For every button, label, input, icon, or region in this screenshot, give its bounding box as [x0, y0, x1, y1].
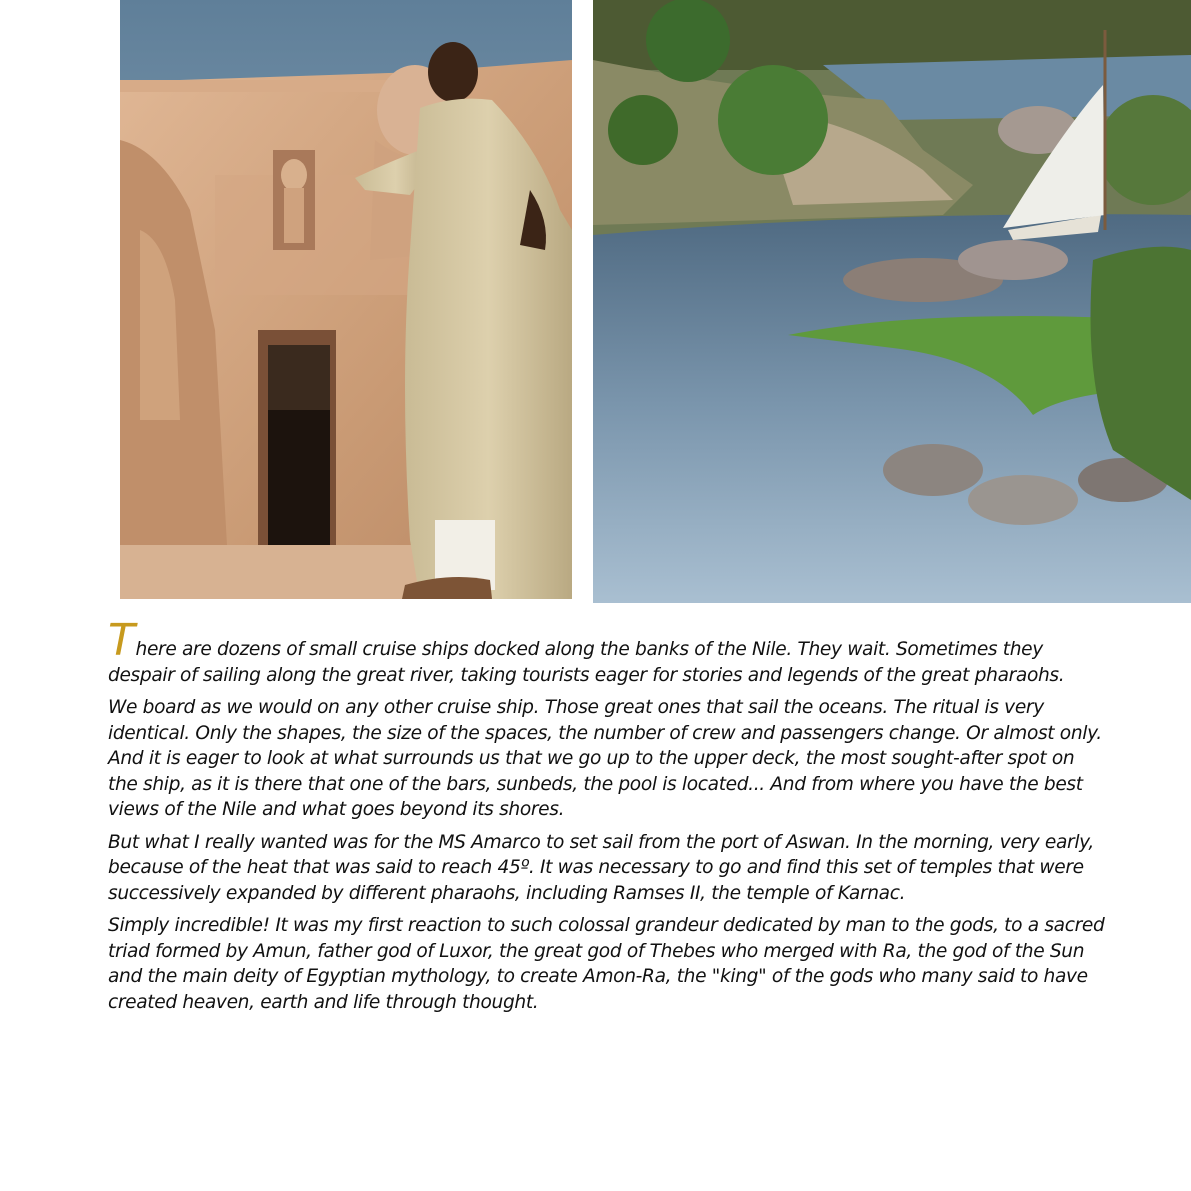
article-body	[108, 615, 1108, 1022]
nile-photo	[593, 0, 1191, 603]
article-paragraph-2: We board as we would on any other cruise ship. Those great ones that sail the oceans. The ritual is very identical. Only the shapes, the size of the spaces, the number of crew and passengers change. Or almost only. And it is eager to look at what surrounds us that we go up to the upper deck, the most sought-after spot on the ship, as it is there that one of the bars, sunbeds, the pool is located... And from where you have the best views of the Nile and what goes beyond its shores.	[108, 697, 1102, 820]
temple-photo	[120, 0, 572, 599]
nile-photo-illustration	[593, 0, 1191, 603]
article-paragraph-4: Simply incredible! It was my first reaction to such colossal grandeur dedicated by man to the gods, to a sacred triad formed by Amun, father god of Luxor, the great god of Thebes who merged with Ra, the god of the Sun and the main deity of Egyptian mythology, to create Amon-Ra, the "king" of the gods who many said to have created heaven, earth and life through thought.	[108, 915, 1105, 1013]
temple-photo-illustration	[120, 0, 572, 599]
article-paragraph-3: But what I really wanted was for the MS Amarco to set sail from the port of Aswan. In the morning, very early, because of the heat that was said to reach 45º. It was necessary to go and find this set of temples that were successively expanded by different pharaohs, including Ramses II, the temple of Karnac.	[108, 831, 1094, 904]
article-paragraph-1	[108, 615, 1108, 688]
paragraph-1-text: here are dozens of small cruise ships docked along the banks of the Nile. They wait. Sometimes they despair of sailing along the great river, taking tourists eager for stories and legends of the great pharaohs.	[108, 639, 1065, 686]
drop-cap: T	[108, 615, 135, 666]
